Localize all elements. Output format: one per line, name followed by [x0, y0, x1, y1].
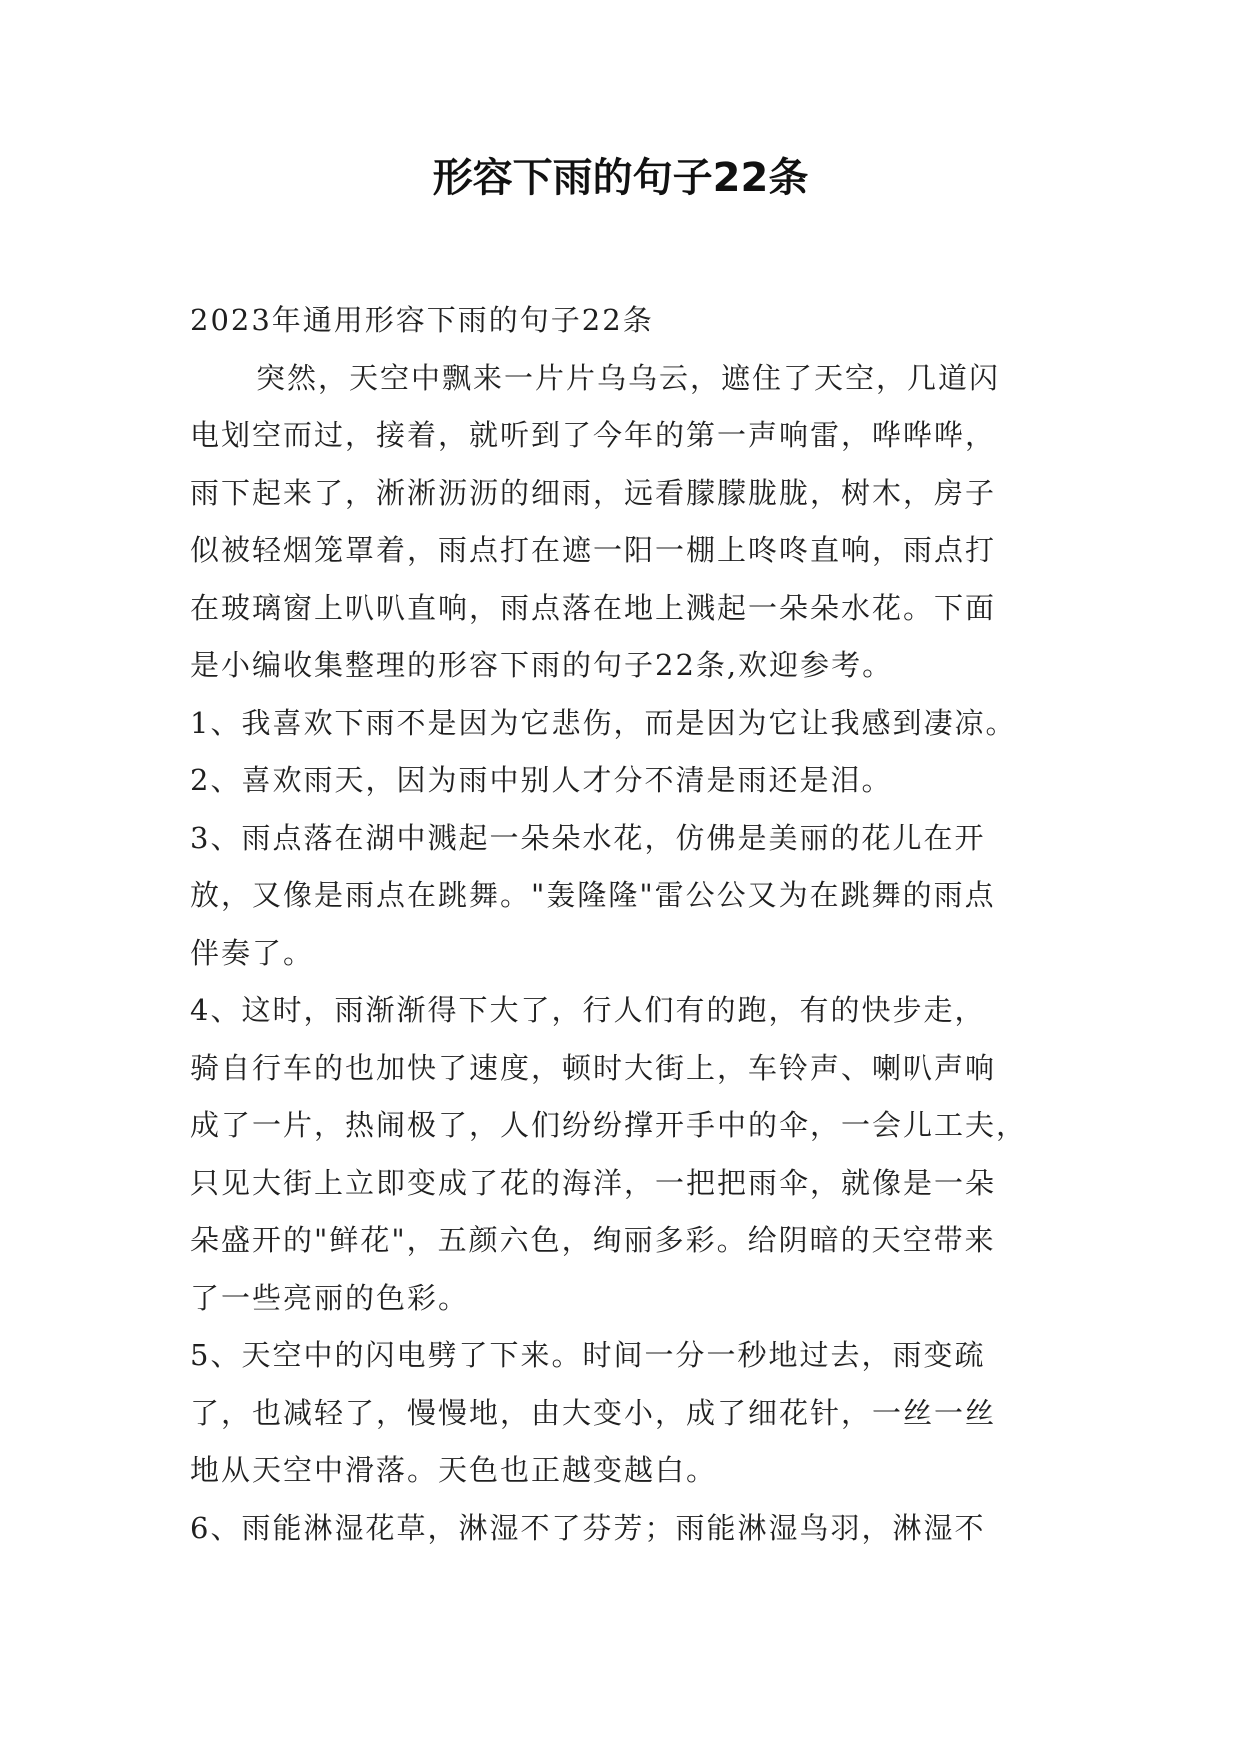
text-line: 2023年通用形容下雨的句子22条 [190, 303, 654, 337]
text-line: 骑自行车的也加快了速度，顿时大街上，车铃声、喇叭声响 [190, 1050, 997, 1085]
text-line: 雨下起来了，淅淅沥沥的细雨，远看朦朦胧胧，树木，房子 [190, 475, 997, 510]
text-line: 电划空而过，接着，就听到了今年的第一声响雷，哗哗哗， [190, 418, 997, 452]
text-line: 6、雨能淋湿花草，淋湿不了芬芳；雨能淋湿鸟羽，淋湿不 [190, 1510, 986, 1545]
text-line: 成了一片，热闹极了，人们纷纷撑开手中的伞，一会儿工夫， [190, 1108, 1028, 1142]
text-line: 5、天空中的闪电劈了下来。时间一分一秒地过去，雨变疏 [190, 1338, 986, 1372]
text-line: 4、这时，雨渐渐得下大了，行人们有的跑，有的快步走， [190, 993, 986, 1027]
text-line: 似被轻烟笼罩着，雨点打在遮一阳一棚上咚咚直响，雨点打 [190, 533, 997, 567]
text-line: 地从天空中滑落。天色也正越变越白。 [190, 1453, 718, 1487]
text-line: 朵盛开的"鲜花"，五颜六色，绚丽多彩。给阴暗的天空带来 [190, 1223, 996, 1257]
text-line: 在玻璃窗上叭叭直响，雨点落在地上溅起一朵朵水花。下面 [190, 590, 997, 625]
text-line: 伴奏了。 [190, 935, 315, 970]
text-line: 3、雨点落在湖中溅起一朵朵水花，仿佛是美丽的花儿在开 [190, 820, 986, 855]
document-title: 形容下雨的句子22条 [432, 155, 809, 201]
text-line: 了，也减轻了，慢慢地，由大变小，成了细花针，一丝一丝 [190, 1395, 997, 1430]
text-line: 是小编收集整理的形容下雨的句子22条,欢迎参考。 [190, 648, 894, 682]
text-line: 1、我喜欢下雨不是因为它悲伤，而是因为它让我感到凄凉。 [190, 705, 1017, 740]
text-line: 2、喜欢雨天，因为雨中别人才分不清是雨还是泪。 [190, 763, 893, 797]
document-body [190, 292, 1070, 1557]
text-line: 了一些亮丽的色彩。 [190, 1280, 470, 1315]
text-line: 放，又像是雨点在跳舞。"轰隆隆"雷公公又为在跳舞的雨点 [190, 878, 996, 912]
text-line: 只见大街上立即变成了花的海洋，一把把雨伞，就像是一朵 [190, 1165, 997, 1200]
text-line: 突然，天空中飘来一片片乌乌云，遮住了天空，几道闪 [256, 360, 1001, 395]
